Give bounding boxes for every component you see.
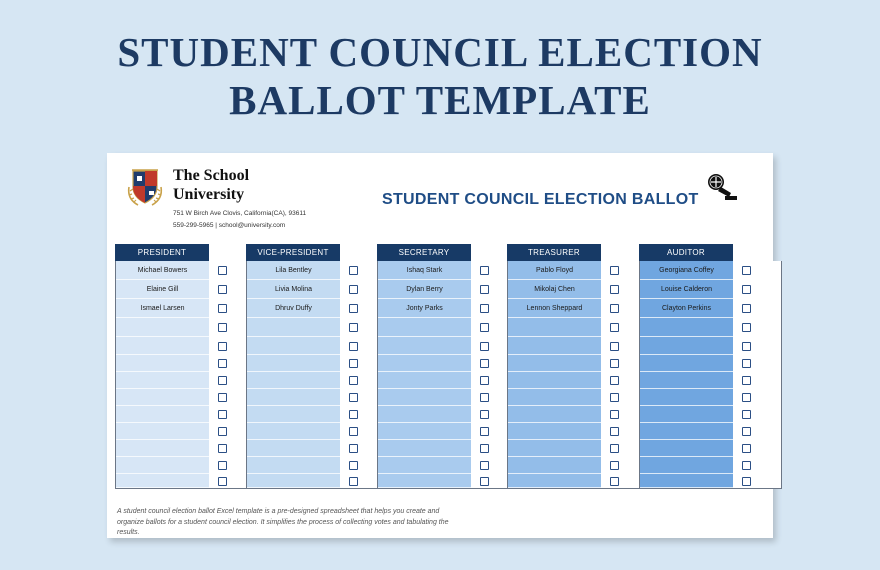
ballot-row [640,474,781,488]
ballot-row [640,337,781,355]
ballot-row [116,261,257,280]
ballot-row [247,389,388,406]
candidate-name: Michael Bowers [137,267,188,274]
ballot-row [247,318,388,337]
ballot-row [378,318,519,337]
vote-checkbox[interactable] [480,444,489,453]
school-name-line-2: University [173,186,245,203]
school-crest-logo [124,165,166,209]
candidate-name: Lila Bentley [275,267,312,274]
vote-checkbox[interactable] [218,304,227,313]
vote-checkbox[interactable] [610,393,619,402]
ballot-row [508,406,649,423]
ballot-row [508,280,649,299]
row-divider [378,487,471,488]
ballot-row [508,389,649,406]
ballot-row [640,355,781,372]
candidate-name: Lennon Sheppard [526,305,583,312]
candidate-name: Ishaq Stark [406,267,443,274]
vote-checkbox[interactable] [349,342,358,351]
ballot-row [640,261,781,280]
ballot-box-icon [705,171,739,203]
vote-checkbox[interactable] [610,342,619,351]
ballot-column-treasurer [507,244,650,489]
ballot-row [247,372,388,389]
ballot-row [378,372,519,389]
candidate-name: Clayton Perkins [661,305,712,312]
vote-checkbox[interactable] [480,359,489,368]
ballot-row [116,299,257,318]
ballot-column-vice-president [246,244,389,489]
row-divider [640,487,733,488]
vote-checkbox[interactable] [610,477,619,486]
ballot-row [116,440,257,457]
ballot-row [116,337,257,355]
school-address: 751 W Birch Ave Clovis, California(CA), 93611 [173,210,307,217]
column-header: TREASURER [507,244,601,261]
candidate-name: Jonty Parks [406,305,443,312]
ballot-row [116,457,257,474]
vote-checkbox[interactable] [742,477,751,486]
candidate-name: Mikolaj Chen [534,286,575,293]
ballot-row [378,457,519,474]
ballot-row [247,299,388,318]
vote-checkbox[interactable] [349,323,358,332]
ballot-row [640,318,781,337]
vote-checkbox[interactable] [742,427,751,436]
ballot-row [247,474,388,488]
vote-checkbox[interactable] [218,285,227,294]
ballot-column-president [115,244,258,489]
page-title-line-1: STUDENT COUNCIL ELECTION [117,29,763,75]
vote-checkbox[interactable] [742,342,751,351]
ballot-row [378,355,519,372]
school-name [173,166,293,204]
column-header: PRESIDENT [115,244,209,261]
page-title [0,28,880,124]
ballot-row [508,457,649,474]
ballot-row [116,474,257,488]
ballot-row [247,423,388,440]
vote-checkbox[interactable] [480,393,489,402]
vote-checkbox[interactable] [218,410,227,419]
vote-checkbox[interactable] [349,477,358,486]
candidate-name: Dylan Berry [406,286,443,293]
ballot-row [508,474,649,488]
vote-checkbox[interactable] [218,266,227,275]
column-body [246,261,389,489]
column-body [639,261,782,489]
vote-checkbox[interactable] [742,359,751,368]
vote-checkbox[interactable] [480,376,489,385]
ballot-title: STUDENT COUNCIL ELECTION BALLOT [382,191,699,208]
ballot-sheet [107,153,773,538]
ballot-row [508,299,649,318]
ballot-row [116,280,257,299]
vote-checkbox[interactable] [610,359,619,368]
vote-checkbox[interactable] [349,461,358,470]
column-header: SECRETARY [377,244,471,261]
vote-checkbox[interactable] [349,410,358,419]
ballot-column-secretary [377,244,520,489]
ballot-row [378,337,519,355]
ballot-row [508,423,649,440]
ballot-row [247,457,388,474]
ballot-row [378,261,519,280]
ballot-row [247,440,388,457]
vote-checkbox[interactable] [742,461,751,470]
ballot-row [378,299,519,318]
vote-checkbox[interactable] [742,285,751,294]
ballot-row [640,457,781,474]
ballot-row [640,299,781,318]
ballot-row [508,337,649,355]
ballot-row [640,440,781,457]
ballot-row [247,261,388,280]
ballot-row [116,318,257,337]
vote-checkbox[interactable] [480,304,489,313]
vote-checkbox[interactable] [218,477,227,486]
vote-checkbox[interactable] [349,393,358,402]
ballot-row [640,280,781,299]
row-divider [508,487,601,488]
ballot-row [508,355,649,372]
ballot-column-auditor [639,244,782,489]
vote-checkbox[interactable] [610,444,619,453]
ballot-row [378,389,519,406]
template-description: A student council election ballot Excel template is a pre-designed spreadsheet that helps you create and organize ballots for a student council election. It simplifies the process of collecting votes and tabulating the results. [117,508,449,536]
vote-checkbox[interactable] [480,266,489,275]
vote-checkbox[interactable] [349,266,358,275]
column-header: AUDITOR [639,244,733,261]
ballot-row [116,389,257,406]
ballot-row [378,440,519,457]
vote-checkbox[interactable] [742,266,751,275]
vote-checkbox[interactable] [742,393,751,402]
vote-checkbox[interactable] [742,304,751,313]
candidate-name: Livia Molina [275,286,312,293]
candidate-name: Louise Calderon [661,286,712,293]
vote-checkbox[interactable] [610,376,619,385]
column-body [377,261,520,489]
ballot-row [640,406,781,423]
ballot-row [247,280,388,299]
vote-checkbox[interactable] [218,393,227,402]
ballot-row [508,318,649,337]
ballot-row [247,406,388,423]
column-body [507,261,650,489]
ballot-row [378,423,519,440]
ballot-row [640,389,781,406]
vote-checkbox[interactable] [480,410,489,419]
vote-checkbox[interactable] [349,304,358,313]
ballot-row [247,355,388,372]
vote-checkbox[interactable] [610,323,619,332]
vote-checkbox[interactable] [742,410,751,419]
ballot-row [116,406,257,423]
vote-checkbox[interactable] [742,444,751,453]
vote-checkbox[interactable] [610,304,619,313]
ballot-row [116,372,257,389]
vote-checkbox[interactable] [742,376,751,385]
column-header: VICE-PRESIDENT [246,244,340,261]
vote-checkbox[interactable] [218,376,227,385]
vote-checkbox[interactable] [742,323,751,332]
candidate-name: Elaine Gill [146,286,179,293]
candidate-name: Georgiana Coffey [659,267,714,274]
vote-checkbox[interactable] [610,285,619,294]
ballot-row [116,355,257,372]
vote-checkbox[interactable] [349,376,358,385]
vote-checkbox[interactable] [480,285,489,294]
vote-checkbox[interactable] [218,323,227,332]
ballot-row [508,261,649,280]
vote-checkbox[interactable] [610,461,619,470]
vote-checkbox[interactable] [610,427,619,436]
ballot-row [508,440,649,457]
vote-checkbox[interactable] [480,323,489,332]
ballot-row [378,280,519,299]
vote-checkbox[interactable] [218,427,227,436]
school-address-block [173,208,373,232]
vote-checkbox[interactable] [218,342,227,351]
candidate-name: Ismael Larsen [140,305,185,312]
ballot-row [640,423,781,440]
ballot-row [378,406,519,423]
vote-checkbox[interactable] [349,285,358,294]
vote-checkbox[interactable] [218,444,227,453]
vote-checkbox[interactable] [349,359,358,368]
vote-checkbox[interactable] [610,266,619,275]
school-name-line-1: The School [173,167,250,184]
column-body [115,261,258,489]
vote-checkbox[interactable] [480,342,489,351]
ballot-row [378,474,519,488]
ballot-row [247,337,388,355]
vote-checkbox[interactable] [480,461,489,470]
ballot-row [640,372,781,389]
vote-checkbox[interactable] [218,359,227,368]
row-divider [247,487,340,488]
vote-checkbox[interactable] [218,461,227,470]
candidate-name: Pablo Floyd [536,267,573,274]
vote-checkbox[interactable] [349,427,358,436]
row-divider [116,487,209,488]
candidate-name: Dhruv Duffy [275,305,312,312]
vote-checkbox[interactable] [610,410,619,419]
school-contact: 559-299-5965 | school@university.com [173,222,286,229]
page-title-line-2: BALLOT TEMPLATE [229,77,651,123]
vote-checkbox[interactable] [349,444,358,453]
ballot-row [116,423,257,440]
ballot-row [508,372,649,389]
vote-checkbox[interactable] [480,477,489,486]
vote-checkbox[interactable] [480,427,489,436]
